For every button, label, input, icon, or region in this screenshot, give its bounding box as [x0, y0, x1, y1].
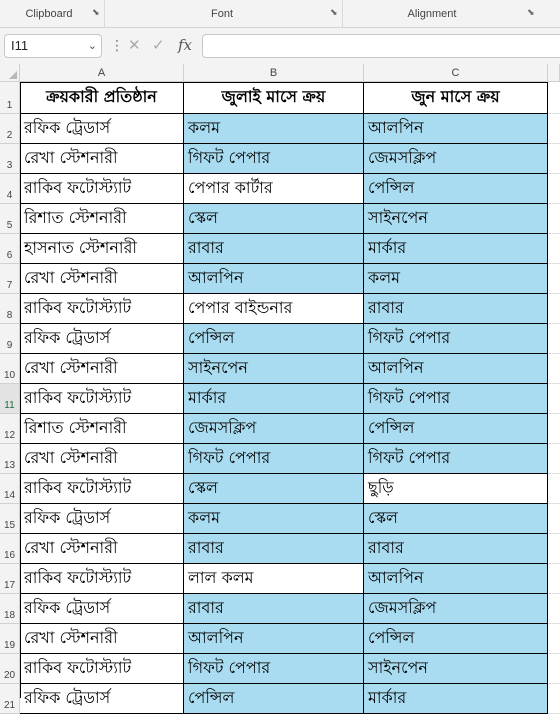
table-cell-a13[interactable]: রেখা স্টেশনারী — [20, 444, 184, 474]
name-box[interactable] — [4, 34, 102, 58]
formula-input[interactable] — [202, 34, 560, 58]
table-cell-a20[interactable]: রাকিব ফটোস্ট্যাট — [20, 654, 184, 684]
table-cell-a21[interactable]: রফিক ট্রেডার্স — [20, 684, 184, 714]
table-cell-a10[interactable]: রেখা স্টেশনারী — [20, 354, 184, 384]
table-cell-c21[interactable]: মার্কার — [364, 684, 548, 714]
table-cell-d20[interactable] — [548, 654, 560, 684]
table-cell-d9[interactable] — [548, 324, 560, 354]
table-cell-d5[interactable] — [548, 204, 560, 234]
row-header-7[interactable]: 7 — [0, 264, 20, 294]
column-header-d[interactable] — [548, 64, 560, 82]
table-cell-d13[interactable] — [548, 444, 560, 474]
row-header-16[interactable]: 16 — [0, 534, 20, 564]
table-cell-b4[interactable]: পেপার কার্টার — [184, 174, 364, 204]
table-cell-c7[interactable]: কলম — [364, 264, 548, 294]
table-cell-d16[interactable] — [548, 534, 560, 564]
alignment-dialog-launcher-icon[interactable]: ⬊ — [527, 8, 535, 18]
row-header-14[interactable]: 14 — [0, 474, 20, 504]
table-cell-b8[interactable]: পেপার বাইন্ডনার — [184, 294, 364, 324]
table-cell-d12[interactable] — [548, 414, 560, 444]
row-header-1[interactable]: 1 — [0, 82, 20, 114]
table-cell-b5[interactable]: স্কেল — [184, 204, 364, 234]
font-dialog-launcher-icon[interactable]: ⬊ — [330, 8, 338, 18]
row-header-20[interactable]: 20 — [0, 654, 20, 684]
table-cell-a18[interactable]: রফিক ট্রেডার্স — [20, 594, 184, 624]
table-cell-c20[interactable]: সাইনপেন — [364, 654, 548, 684]
table-cell-b15[interactable]: কলম — [184, 504, 364, 534]
ribbon-group-bar — [0, 0, 560, 28]
table-cell-c8[interactable]: রাবার — [364, 294, 548, 324]
cancel-icon[interactable]: ✕ — [128, 36, 141, 54]
column-header-c[interactable]: C — [364, 64, 548, 82]
row-header-17[interactable]: 17 — [0, 564, 20, 594]
table-cell-b20[interactable]: গিফট পেপার — [184, 654, 364, 684]
clipboard-group-label: Clipboard — [25, 7, 73, 20]
column-header-a[interactable]: A — [20, 64, 184, 82]
table-cell-b9[interactable]: পেন্সিল — [184, 324, 364, 354]
row-header-5[interactable]: 5 — [0, 204, 20, 234]
row-header-3[interactable]: 3 — [0, 144, 20, 174]
chevron-down-icon[interactable]: ⌄ — [87, 40, 97, 52]
row-header-21[interactable]: 21 — [0, 684, 20, 714]
table-cell-b2[interactable]: কলম — [184, 114, 364, 144]
table-cell-b11[interactable]: মার্কার — [184, 384, 364, 414]
table-cell-a14[interactable]: রাকিব ফটোস্ট্যাট — [20, 474, 184, 504]
table-border — [20, 82, 548, 83]
table-cell-c3[interactable]: জেমসক্লিপ — [364, 144, 548, 174]
table-cell-b21[interactable]: পেন্সিল — [184, 684, 364, 714]
table-border — [20, 82, 21, 698]
table-cell-b10[interactable]: সাইনপেন — [184, 354, 364, 384]
alignment-group-label: Alignment — [407, 7, 457, 20]
table-cell-c2[interactable]: আলপিন — [364, 114, 548, 144]
table-cell-d11[interactable] — [548, 384, 560, 414]
header-cell-a[interactable]: ক্রয়কারী প্রতিষ্ঠান — [20, 82, 184, 114]
more-options-icon[interactable]: ⋮ — [110, 38, 124, 54]
insert-function-icon[interactable]: fx — [178, 36, 193, 54]
row-header-19[interactable]: 19 — [0, 624, 20, 654]
table-cell-c18[interactable]: জেমসক্লিপ — [364, 594, 548, 624]
row-header-18[interactable]: 18 — [0, 594, 20, 624]
table-cell-c4[interactable]: পেন্সিল — [364, 174, 548, 204]
row-header-11[interactable]: 11 — [0, 384, 20, 414]
row-header-9[interactable]: 9 — [0, 324, 20, 354]
table-cell-b3[interactable]: গিফট পেপার — [184, 144, 364, 174]
table-cell-a16[interactable]: রেখা স্টেশনারী — [20, 534, 184, 564]
table-cell-d1[interactable] — [548, 82, 560, 114]
table-cell-a9[interactable]: রফিক ট্রেডার্স — [20, 324, 184, 354]
table-cell-d18[interactable] — [548, 594, 560, 624]
table-cell-a17[interactable]: রাকিব ফটোস্ট্যাট — [20, 564, 184, 594]
table-cell-a12[interactable]: রিশাত স্টেশনারী — [20, 414, 184, 444]
table-cell-d10[interactable] — [548, 354, 560, 384]
table-cell-b6[interactable]: রাবার — [184, 234, 364, 264]
table-cell-a11[interactable]: রাকিব ফটোস্ট্যাট — [20, 384, 184, 414]
table-cell-c15[interactable]: স্কেল — [364, 504, 548, 534]
table-cell-d6[interactable] — [548, 234, 560, 264]
row-header-13[interactable]: 13 — [0, 444, 20, 474]
font-group-label: Font — [210, 7, 233, 20]
table-cell-a7[interactable]: রেখা স্টেশনারী — [20, 264, 184, 294]
table-cell-b7[interactable]: আলপিন — [184, 264, 364, 294]
table-cell-d17[interactable] — [548, 564, 560, 594]
table-cell-c5[interactable]: সাইনপেন — [364, 204, 548, 234]
enter-icon[interactable]: ✓ — [152, 36, 165, 54]
column-header-b[interactable]: B — [184, 64, 364, 82]
table-cell-d21[interactable] — [548, 684, 560, 714]
table-cell-a6[interactable]: হাসনাত স্টেশনারী — [20, 234, 184, 264]
row-header-4[interactable]: 4 — [0, 174, 20, 204]
row-header-15[interactable]: 15 — [0, 504, 20, 534]
table-cell-c14[interactable]: ছুড়ি — [364, 474, 548, 504]
table-cell-c10[interactable]: আলপিন — [364, 354, 548, 384]
table-cell-d8[interactable] — [548, 294, 560, 324]
row-header-8[interactable]: 8 — [0, 294, 20, 324]
table-cell-a2[interactable]: রফিক ট্রেডার্স — [20, 114, 184, 144]
table-cell-c9[interactable]: গিফট পেপার — [364, 324, 548, 354]
spreadsheet-grid — [0, 64, 560, 719]
table-cell-a19[interactable]: রেখা স্টেশনারী — [20, 624, 184, 654]
table-cell-c6[interactable]: মার্কার — [364, 234, 548, 264]
header-cell-b[interactable]: জুলাই মাসে ক্রয় — [184, 82, 364, 114]
table-cell-c16[interactable]: রাবার — [364, 534, 548, 564]
table-cell-d3[interactable] — [548, 144, 560, 174]
table-cell-c19[interactable]: পেন্সিল — [364, 624, 548, 654]
row-header-10[interactable]: 10 — [0, 354, 20, 384]
table-cell-b12[interactable]: জেমসক্লিপ — [184, 414, 364, 444]
select-all-corner[interactable] — [0, 64, 20, 82]
table-cell-c13[interactable]: গিফট পেপার — [364, 444, 548, 474]
name-box-value: I11 — [11, 38, 29, 53]
table-cell-b14[interactable]: স্কেল — [184, 474, 364, 504]
table-cell-d2[interactable] — [548, 114, 560, 144]
table-cell-d15[interactable] — [548, 504, 560, 534]
table-cell-b18[interactable]: রাবার — [184, 594, 364, 624]
table-cell-d4[interactable] — [548, 174, 560, 204]
table-cell-a3[interactable]: রেখা স্টেশনারী — [20, 144, 184, 174]
table-cell-d14[interactable] — [548, 474, 560, 504]
row-header-2[interactable]: 2 — [0, 114, 20, 144]
table-cell-b16[interactable]: রাবার — [184, 534, 364, 564]
table-cell-c11[interactable]: গিফট পেপার — [364, 384, 548, 414]
clipboard-dialog-launcher-icon[interactable]: ⬊ — [92, 8, 100, 18]
header-cell-c[interactable]: জুন মাসে ক্রয় — [364, 82, 548, 114]
table-cell-a15[interactable]: রফিক ট্রেডার্স — [20, 504, 184, 534]
table-cell-c17[interactable]: আলপিন — [364, 564, 548, 594]
table-cell-b17[interactable]: লাল কলম — [184, 564, 364, 594]
table-cell-d7[interactable] — [548, 264, 560, 294]
table-cell-b13[interactable]: গিফট পেপার — [184, 444, 364, 474]
table-cell-a8[interactable]: রাকিব ফটোস্ট্যাট — [20, 294, 184, 324]
table-cell-b19[interactable]: আলপিন — [184, 624, 364, 654]
table-cell-c12[interactable]: পেন্সিল — [364, 414, 548, 444]
table-cell-d19[interactable] — [548, 624, 560, 654]
row-header-6[interactable]: 6 — [0, 234, 20, 264]
row-header-12[interactable]: 12 — [0, 414, 20, 444]
table-cell-a4[interactable]: রাকিব ফটোস্ট্যাট — [20, 174, 184, 204]
table-cell-a5[interactable]: রিশাত স্টেশনারী — [20, 204, 184, 234]
